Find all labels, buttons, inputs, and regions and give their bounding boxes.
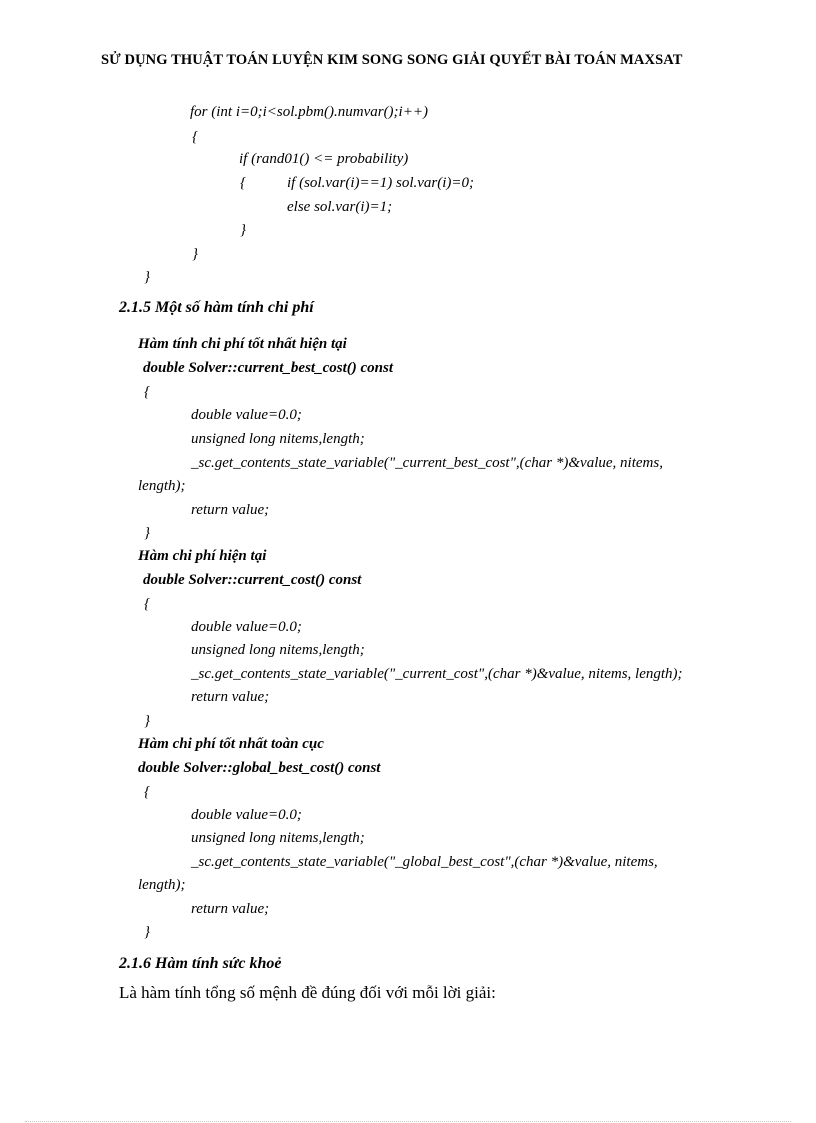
section-heading-2-1-6: 2.1.6 Hàm tính sức khoẻ — [119, 955, 282, 972]
code-line: unsigned long nitems,length; — [191, 830, 365, 846]
function-signature: double Solver::current_best_cost() const — [143, 360, 393, 376]
code-line: _sc.get_contents_state_variable("_current_best_cost",(char *)&value, nitems, — [191, 455, 663, 471]
code-line: return value; — [191, 689, 270, 705]
code-line: double value=0.0; — [191, 407, 302, 423]
code-line: unsigned long nitems,length; — [191, 642, 365, 658]
code-line: } — [144, 525, 150, 541]
code-line: for (int i=0;i<sol.pbm().numvar();i++) — [190, 104, 428, 120]
code-line: } — [144, 269, 150, 285]
code-line: { — [144, 384, 150, 400]
page-header: SỬ DỤNG THUẬT TOÁN LUYỆN KIM SONG SONG GIẢI QUYẾT BÀI TOÁN MAXSAT — [101, 52, 683, 68]
code-line: { — [240, 175, 246, 191]
body-paragraph: Là hàm tính tổng số mệnh đề đúng đối với mỗi lời giải: — [119, 983, 496, 1002]
code-line: double value=0.0; — [191, 619, 302, 635]
code-line: else sol.var(i)=1; — [287, 199, 393, 215]
code-line: } — [144, 713, 150, 729]
code-line: length); — [138, 478, 186, 494]
code-line: if (rand01() <= probability) — [239, 151, 409, 167]
code-line: if (sol.var(i)==1) sol.var(i)=0; — [287, 175, 475, 191]
section-heading-2-1-5: 2.1.5 Một số hàm tính chi phí — [119, 299, 314, 316]
page-bottom-rule — [25, 1121, 791, 1122]
code-line: _sc.get_contents_state_variable("_current_cost",(char *)&value, nitems, length); — [191, 666, 683, 682]
code-line: { — [192, 129, 198, 145]
code-line: } — [240, 222, 246, 238]
function-signature: double Solver::current_cost() const — [143, 572, 362, 588]
function-heading: Hàm chi phí hiện tại — [138, 548, 267, 564]
code-line: return value; — [191, 502, 270, 518]
function-heading: Hàm tính chi phí tốt nhất hiện tại — [138, 336, 347, 352]
function-heading: Hàm chi phí tốt nhất toàn cục — [138, 736, 324, 752]
function-signature: double Solver::global_best_cost() const — [138, 760, 381, 776]
code-line: unsigned long nitems,length; — [191, 431, 365, 447]
code-line: double value=0.0; — [191, 807, 302, 823]
code-line: return value; — [191, 901, 270, 917]
code-line: } — [192, 246, 198, 262]
code-line: length); — [138, 877, 186, 893]
code-line: } — [144, 924, 150, 940]
code-line: { — [144, 784, 150, 800]
code-line: _sc.get_contents_state_variable("_global_best_cost",(char *)&value, nitems, — [191, 854, 658, 870]
code-line: { — [144, 596, 150, 612]
